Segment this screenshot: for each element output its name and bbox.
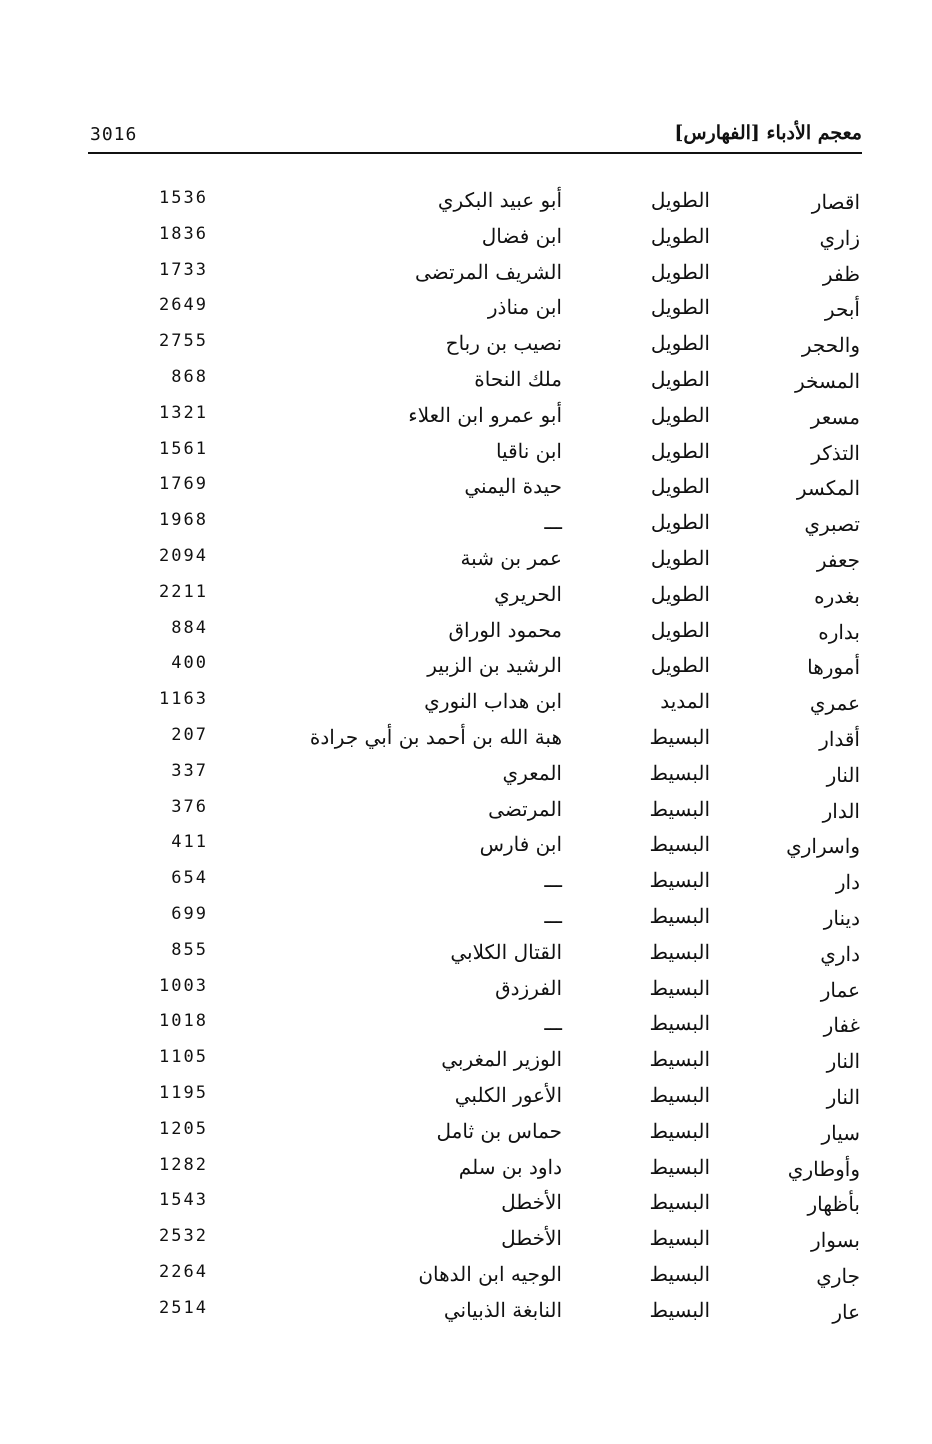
page-reference: 1018 [159, 1011, 208, 1032]
poetic-meter: البسيط [649, 939, 710, 964]
page-reference: 207 [171, 724, 208, 745]
rhyme-word: زاري [819, 225, 860, 250]
poet-name: ابن هداب النوري [424, 689, 562, 714]
rhyme-word: التذكر [811, 440, 860, 465]
index-row [0, 437, 932, 473]
page-reference: 1561 [159, 438, 208, 459]
rhyme-word: دار [835, 870, 860, 895]
rhyme-word: أمورها [807, 655, 860, 680]
index-row [0, 401, 932, 437]
page-reference: 1195 [159, 1082, 208, 1103]
poetic-meter: البسيط [649, 1226, 710, 1251]
rhyme-word: دينار [823, 905, 860, 930]
poet-name: ـــ [544, 868, 562, 893]
index-row [0, 186, 932, 222]
index-row [0, 544, 932, 580]
page-reference: 1836 [159, 223, 208, 244]
rhyme-word: عمار [820, 977, 860, 1002]
index-row [0, 222, 932, 258]
page-reference: 1282 [159, 1154, 208, 1175]
poet-name: النابغة الذبياني [443, 1297, 562, 1322]
page-reference: 855 [171, 939, 208, 960]
poet-name: الفرزدق [495, 975, 562, 1000]
index-row [0, 258, 932, 294]
poet-name: المعري [502, 760, 562, 785]
rhyme-word: النار [826, 762, 860, 787]
index-row [0, 651, 932, 687]
index-row [0, 1188, 932, 1224]
poetic-meter: البسيط [649, 1011, 710, 1036]
poetic-meter: الطويل [650, 223, 710, 248]
poetic-meter: البسيط [649, 975, 710, 1000]
rhyme-word: ظفر [822, 261, 860, 286]
poetic-meter: الطويل [650, 188, 710, 212]
rhyme-word: النار [826, 1049, 860, 1074]
rhyme-word: أبحر [824, 297, 860, 322]
page-reference: 1321 [159, 402, 208, 423]
page-number: 3016 [90, 124, 138, 145]
index-row [0, 293, 932, 329]
rhyme-word: المسخر [795, 368, 860, 393]
index-row [0, 1081, 932, 1117]
rhyme-word: بأظهار [807, 1192, 860, 1217]
page-reference: 884 [171, 617, 208, 638]
poet-name: الأعور الكلبي [454, 1082, 562, 1107]
poetic-meter: البسيط [649, 903, 710, 928]
poetic-meter: البسيط [649, 796, 710, 821]
poetic-meter: الطويل [650, 617, 710, 642]
rhyme-word: سيار [821, 1120, 860, 1145]
header-rule [88, 152, 862, 154]
page-reference: 1968 [159, 510, 208, 531]
poet-name: الوزير المغربي [441, 1047, 562, 1072]
poet-name: ملك النحاة [474, 366, 562, 391]
poet-name: القتال الكلابي [450, 939, 562, 964]
poetic-meter: الطويل [650, 438, 710, 463]
page-header [88, 120, 862, 154]
poet-name: المرتضى [488, 796, 562, 821]
page-reference: 376 [171, 796, 208, 817]
poet-name: الحريري [494, 581, 562, 606]
poet-name: ـــ [544, 510, 562, 535]
poetic-meter: البسيط [649, 1190, 710, 1215]
index-row [0, 902, 932, 938]
page-reference: 1536 [159, 188, 208, 208]
index-row [0, 1224, 932, 1260]
page-reference: 2649 [159, 295, 208, 316]
index-row [0, 1117, 932, 1153]
rhyme-word: جعفر [816, 547, 860, 572]
poet-name: داود بن سلم [458, 1154, 562, 1179]
index-row [0, 580, 932, 616]
poetic-meter: الطويل [650, 295, 710, 320]
page-reference: 699 [171, 903, 208, 924]
index-row [0, 1153, 932, 1189]
rhyme-word: بداره [818, 619, 860, 644]
poet-name: عمر بن شبة [460, 545, 562, 570]
poetic-meter: البسيط [649, 1154, 710, 1179]
poetic-meter: الطويل [650, 545, 710, 570]
poet-name: الأخطل [501, 1190, 562, 1215]
index-row [0, 723, 932, 759]
poetic-meter: البسيط [649, 760, 710, 785]
rhyme-word: الدار [822, 798, 860, 823]
index-row [0, 1260, 932, 1296]
poetic-meter: الطويل [650, 402, 710, 427]
poet-name: الوجيه ابن الدهان [418, 1261, 562, 1286]
poetic-meter: الطويل [650, 653, 710, 678]
poetic-meter: البسيط [649, 1082, 710, 1107]
rhyme-word: واسراري [786, 834, 860, 859]
page-reference: 1205 [159, 1118, 208, 1139]
index-row [0, 329, 932, 365]
index-row [0, 974, 932, 1010]
page-reference: 1769 [159, 474, 208, 495]
poet-name: ابن مناذر [487, 295, 562, 320]
page-reference: 2514 [159, 1297, 208, 1318]
index-row [0, 1296, 932, 1332]
page-reference: 868 [171, 366, 208, 387]
index-row [0, 866, 932, 902]
rhyme-word: اقصار [811, 190, 860, 214]
index-row [0, 1009, 932, 1045]
poet-name: ـــ [544, 1011, 562, 1036]
poet-name: ـــ [544, 903, 562, 928]
poet-name: محمود الوراق [448, 617, 562, 642]
poet-name: هبة الله بن أحمد بن أبي جرادة [309, 724, 562, 749]
rhyme-word: عار [832, 1299, 860, 1324]
rhyme-word: بغدره [814, 583, 860, 608]
rhyme-word: داري [820, 941, 860, 966]
poet-name: ابن فارس [479, 832, 562, 857]
poet-name: الشريف المرتضى [415, 259, 562, 284]
verse-index-list [0, 186, 932, 1332]
page-reference: 337 [171, 760, 208, 781]
index-row [0, 795, 932, 831]
rhyme-word: النار [826, 1084, 860, 1109]
rhyme-word: مسعر [810, 404, 860, 429]
poetic-meter: الطويل [650, 581, 710, 606]
poetic-meter: الطويل [650, 510, 710, 535]
page-reference: 2264 [159, 1261, 208, 1282]
page-reference: 1733 [159, 259, 208, 280]
rhyme-word: والحجر [801, 333, 860, 358]
index-row [0, 1045, 932, 1081]
page-reference: 654 [171, 868, 208, 889]
index-row [0, 687, 932, 723]
page-reference: 1105 [159, 1047, 208, 1068]
poet-name: حماس بن ثامل [436, 1118, 562, 1143]
page-reference: 2755 [159, 331, 208, 352]
page-reference: 2094 [159, 545, 208, 566]
poetic-meter: البسيط [649, 1118, 710, 1143]
poetic-meter: البسيط [649, 1261, 710, 1286]
poet-name: ابن ناقيا [495, 438, 562, 463]
index-row [0, 938, 932, 974]
poetic-meter: المديد [660, 689, 710, 714]
rhyme-word: غفار [823, 1013, 860, 1038]
poetic-meter: البسيط [649, 1047, 710, 1072]
page-reference: 400 [171, 653, 208, 674]
index-row [0, 759, 932, 795]
poet-name: أبو عبيد البكري [437, 188, 562, 212]
poetic-meter: البسيط [649, 1297, 710, 1322]
poetic-meter: الطويل [650, 474, 710, 499]
poet-name: الأخطل [501, 1226, 562, 1251]
poetic-meter: البسيط [649, 724, 710, 749]
index-row [0, 365, 932, 401]
poetic-meter: البسيط [649, 868, 710, 893]
page-reference: 2532 [159, 1226, 208, 1247]
page-reference: 2211 [159, 581, 208, 602]
poetic-meter: البسيط [649, 832, 710, 857]
poet-name: ابن فضال [481, 223, 562, 248]
poet-name: الرشيد بن الزبير [427, 653, 562, 678]
poet-name: نصيب بن رباح [445, 331, 562, 356]
page-reference: 1163 [159, 689, 208, 710]
running-title: معجم الأدباء [الفهارس] [674, 122, 862, 144]
poetic-meter: الطويل [650, 259, 710, 284]
page-reference: 1543 [159, 1190, 208, 1211]
poetic-meter: الطويل [650, 366, 710, 391]
index-row [0, 616, 932, 652]
poet-name: حيدة اليمني [464, 474, 562, 499]
index-row [0, 472, 932, 508]
rhyme-word: أقدار [819, 726, 860, 751]
page-reference: 1003 [159, 975, 208, 996]
rhyme-word: جاري [816, 1263, 860, 1288]
rhyme-word: المكسر [796, 476, 860, 501]
rhyme-word: وأوطاري [787, 1156, 860, 1181]
poetic-meter: الطويل [650, 331, 710, 356]
rhyme-word: تصبري [804, 512, 860, 537]
page-reference: 411 [171, 832, 208, 853]
poet-name: أبو عمرو ابن العلاء [408, 402, 562, 427]
rhyme-word: عمري [809, 691, 860, 716]
index-row [0, 508, 932, 544]
rhyme-word: بسوار [811, 1228, 860, 1253]
index-row [0, 830, 932, 866]
